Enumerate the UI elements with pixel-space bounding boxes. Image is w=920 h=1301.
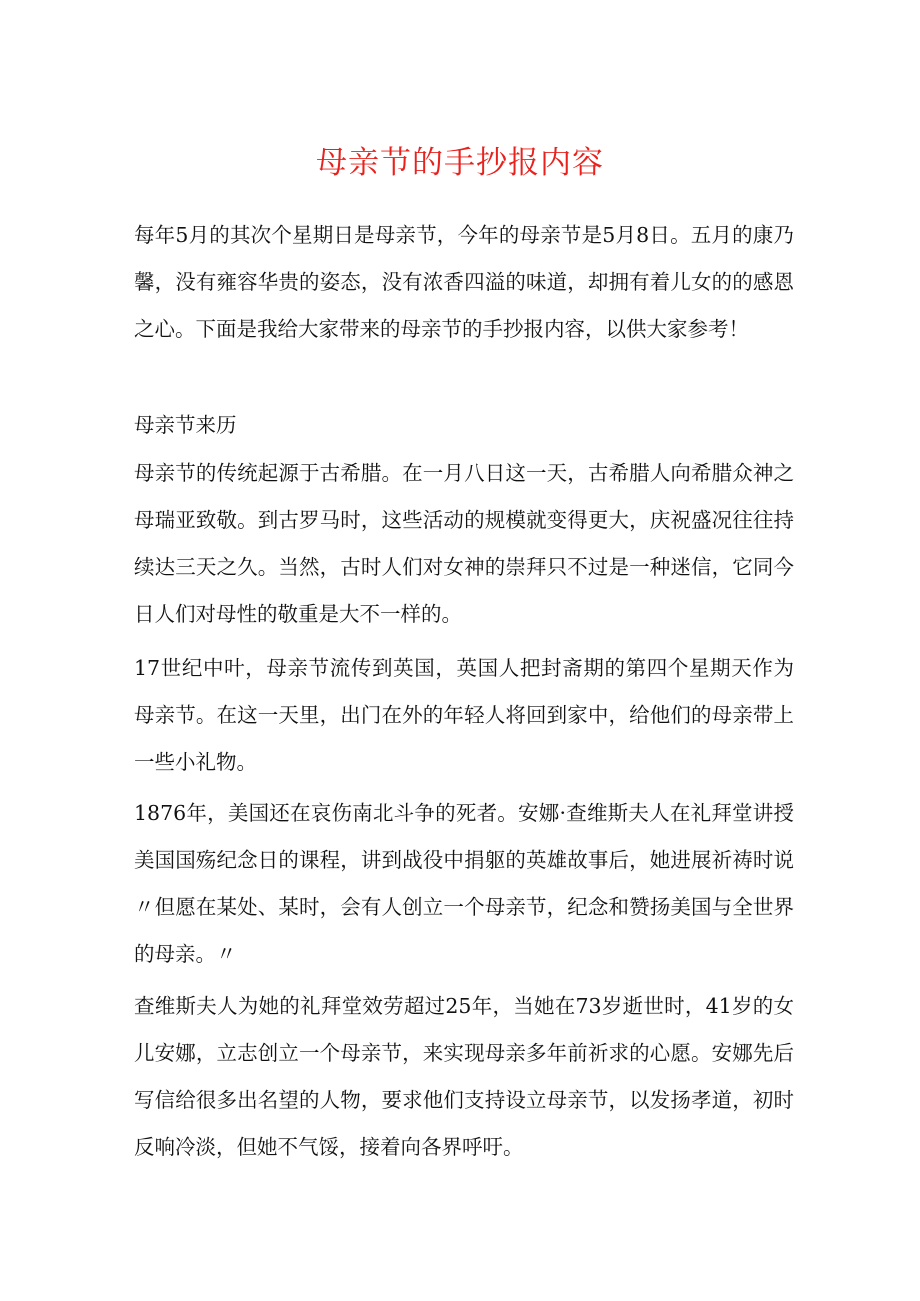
paragraph-anna-jarvis: 查维斯夫人为她的礼拜堂效劳超过25年，当她在73岁逝世时，41岁的女儿安娜，立志创立一个母亲节，来实现母亲多年前祈求的心愿。安娜先后写信给很多出名望的人物，要求他们支持设立母亲节，以发扬孝道，初时反响冷淡，但她不气馁，接着向各界呼吁。 [134,994,794,1159]
paragraph-1876-america: 1876年，美国还在哀伤南北斗争的死者。安娜·查维斯夫人在礼拜堂讲授美国国殇纪念日的课程，讲到战役中捐躯的英雄故事后，她进展祈祷时说〃但愿在某处、某时，会有人创立一个母亲节，纪念和赞扬美国与全世界的母亲。〃 [134,801,794,966]
paragraph-england: 17世纪中叶，母亲节流传到英国，英国人把封斋期的第四个星期天作为母亲节。在这一天里，出门在外的年轻人将回到家中，给他们的母亲带上一些小礼物。 [134,656,794,774]
paragraph-origin-greece: 母亲节的传统起源于古希腊。在一月八日这一天，古希腊人向希腊众神之母瑞亚致敬。到古罗马时，这些活动的规模就变得更大，庆祝盛况往往持续达三天之久。当然，古时人们对女神的崇拜只不过是一种迷信，它同今日人们对母性的敬重是大不一样的。 [134,461,794,626]
document-title: 母亲节的手抄报内容 [316,145,604,181]
intro-paragraph: 每年5月的其次个星期日是母亲节，今年的母亲节是5月8日。五月的康乃馨，没有雍容华贵的姿态，没有浓香四溢的味道，却拥有着儿女的的感恩之心。下面是我给大家带来的母亲节的手抄报内容，以供大家参考！ [134,223,794,341]
section-heading: 母亲节来历 [134,413,237,437]
